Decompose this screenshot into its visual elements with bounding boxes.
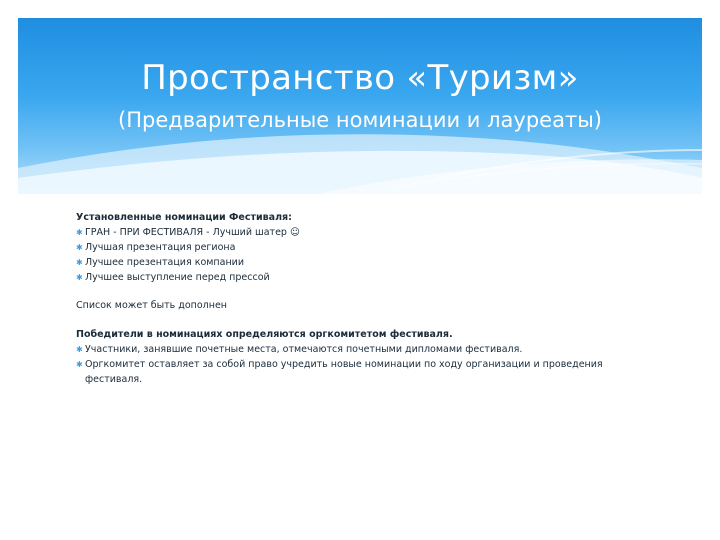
bullet-icon: ✱ — [76, 243, 83, 252]
list-item — [76, 240, 636, 255]
bullet-icon: ✱ — [76, 360, 83, 369]
list-item — [76, 342, 636, 357]
wave-decoration — [18, 18, 702, 194]
list-item — [76, 255, 636, 270]
list-item — [76, 270, 636, 285]
title-banner — [18, 18, 702, 194]
nominations-heading: Установленные номинации Фестиваля: — [76, 212, 292, 223]
page-title: Пространство «Туризм» — [141, 58, 579, 98]
slide-body — [76, 210, 636, 387]
bullet-icon: ✱ — [76, 345, 83, 354]
winners-heading: Победители в номинациях определяются оргкомитетом фестиваля. — [76, 329, 453, 340]
list-item — [76, 357, 636, 387]
list-item-text: ГРАН - ПРИ ФЕСТИВАЛЯ - Лучший шатер ☺ — [85, 227, 300, 238]
list-note: Список может быть дополнен — [76, 300, 228, 311]
list-item-text: Оргкомитет оставляет за собой право учредить новые номинации по ходу организации и проведения фестиваля. — [85, 359, 603, 385]
list-item-text: Лучшее презентация компании — [85, 257, 245, 268]
bullet-icon: ✱ — [76, 258, 83, 267]
page-subtitle: (Предварительные номинации и лауреаты) — [118, 108, 602, 132]
list-item — [76, 225, 636, 240]
bullet-icon: ✱ — [76, 273, 83, 282]
bullet-icon: ✱ — [76, 228, 83, 237]
list-item-text: Участники, занявшие почетные места, отмечаются почетными дипломами фестиваля. — [85, 344, 523, 355]
list-item-text: Лучшая презентация региона — [85, 242, 236, 253]
list-item-text: Лучшее выступление перед прессой — [85, 272, 270, 283]
